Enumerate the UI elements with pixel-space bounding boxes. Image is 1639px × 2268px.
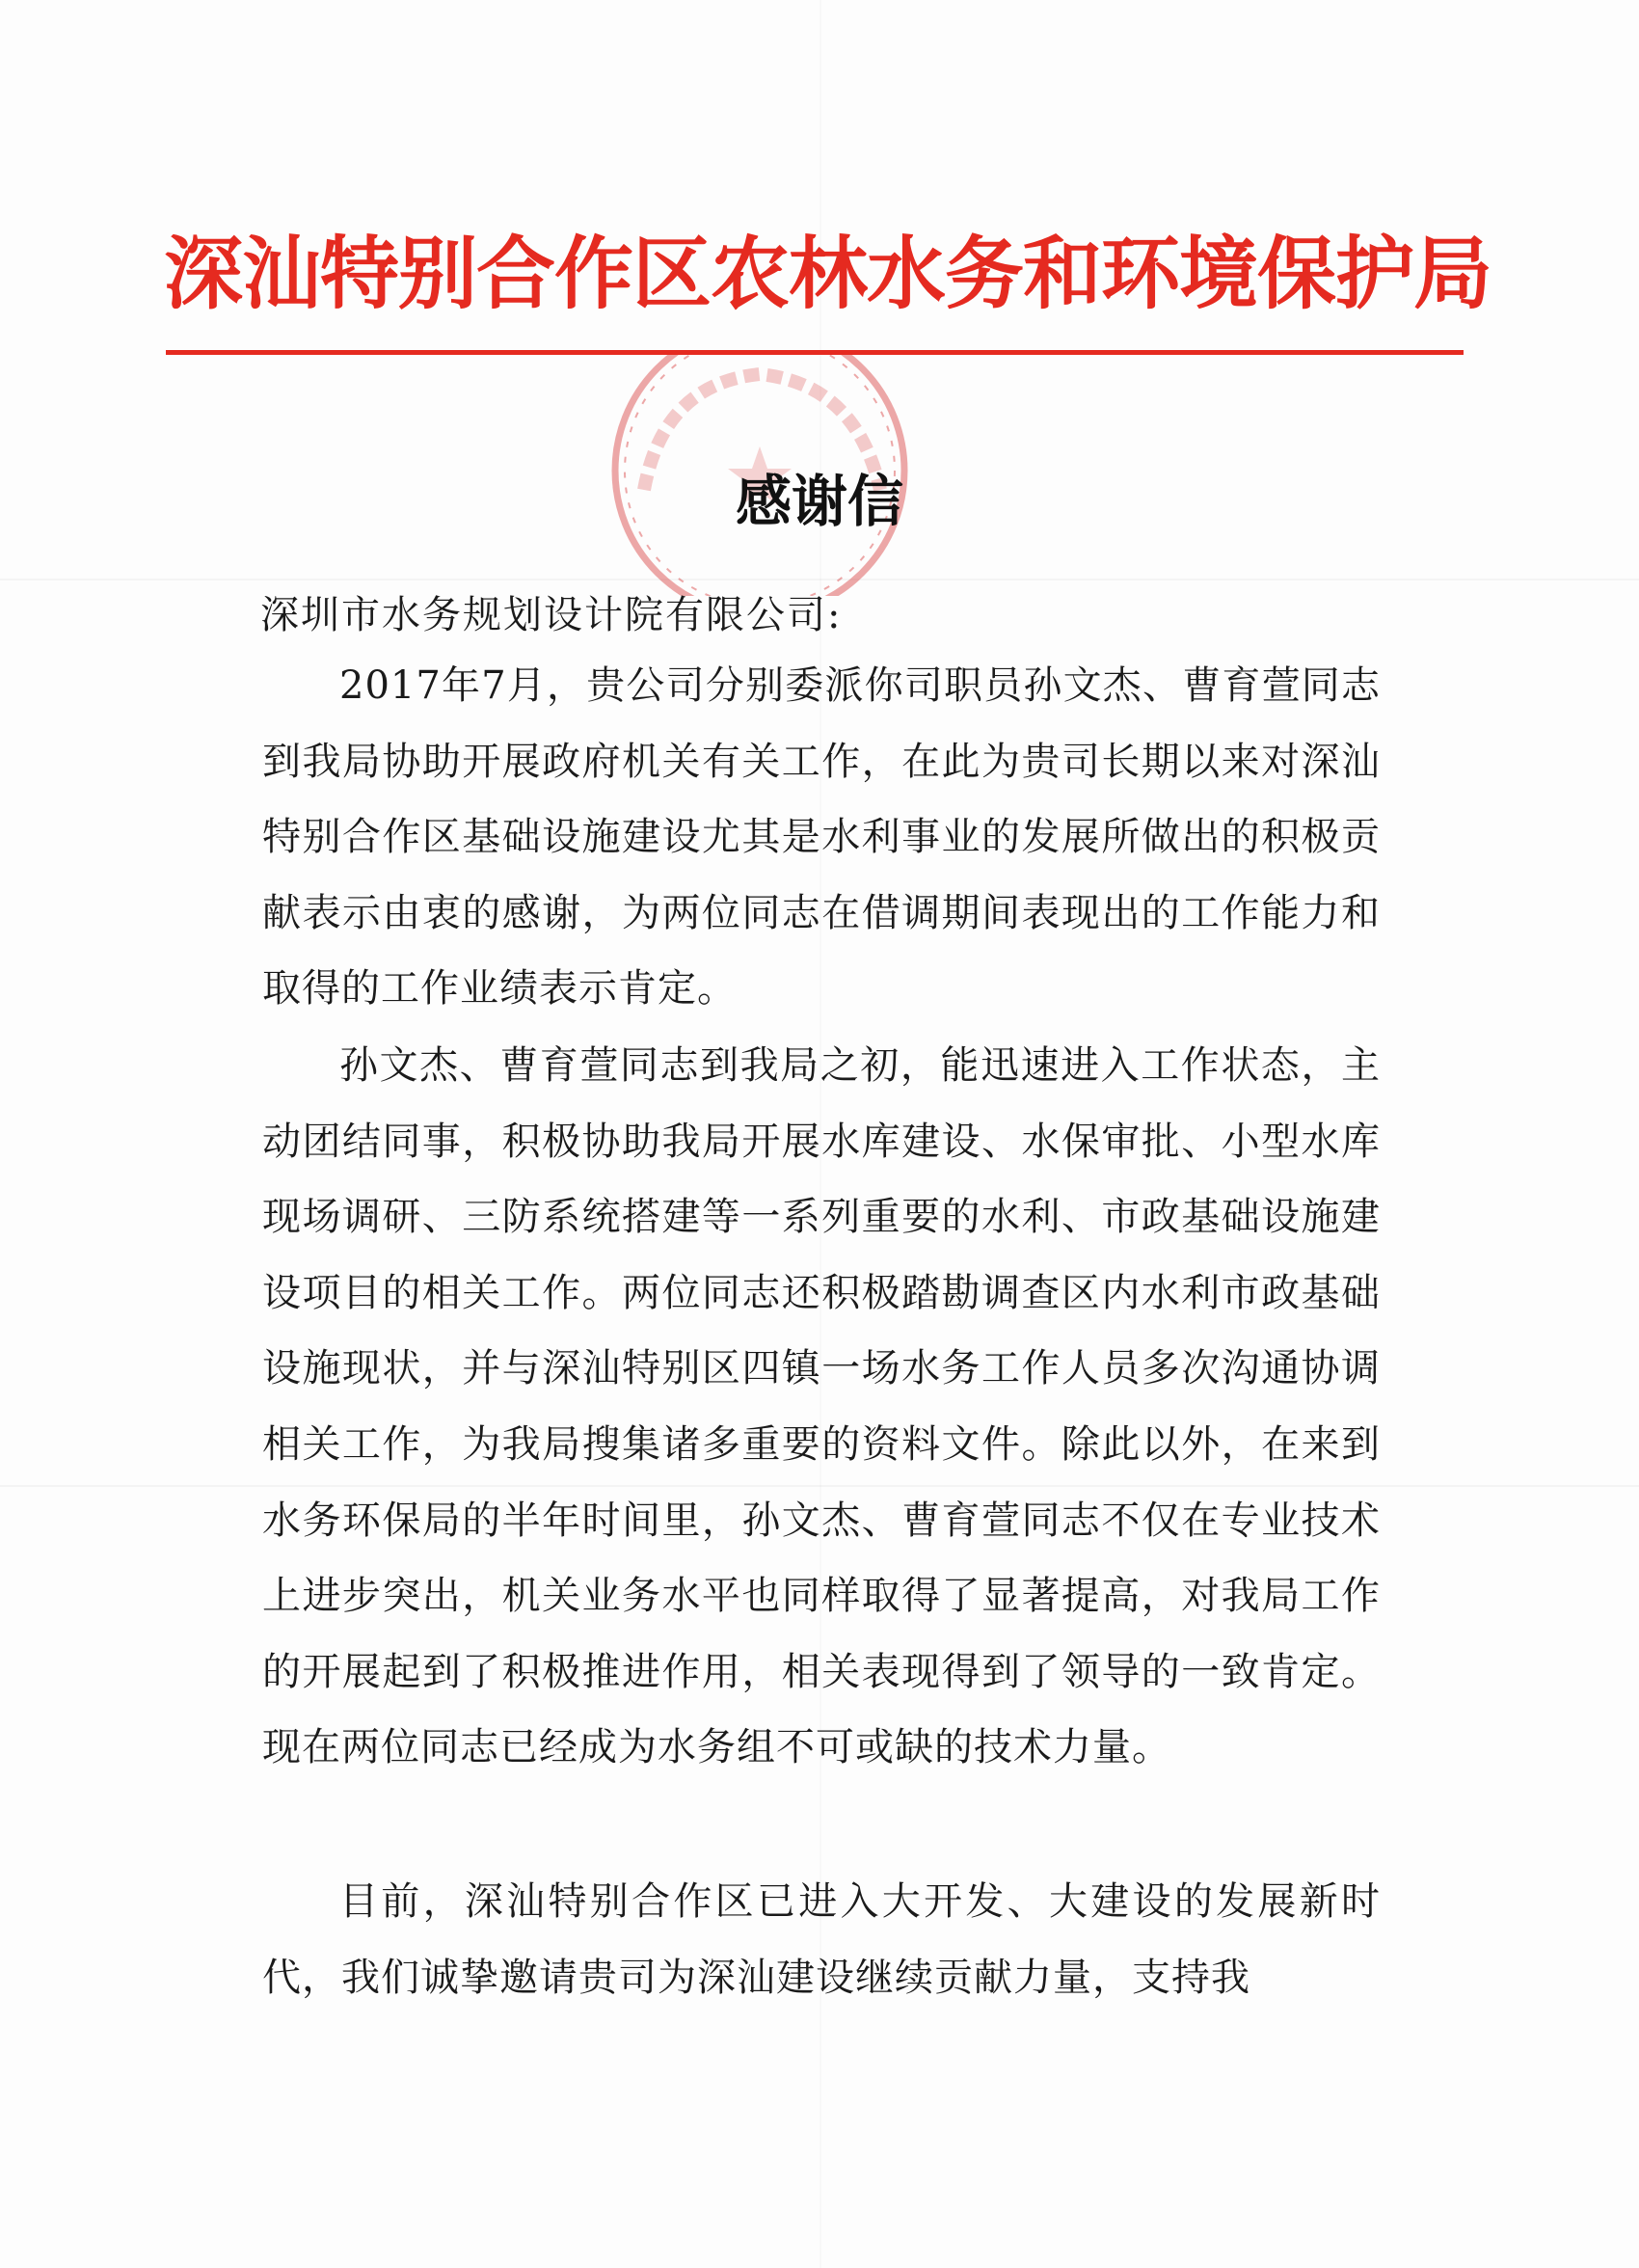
letter-paragraph: 孙文杰、曹育萱同志到我局之初，能迅速进入工作状态，主动团结同事，积极协助我局开展水库建设、水保审批、小型水库现场调研、三防系统搭建等一系列重要的水利、市政基础设施建设项目的相关工作。两位同志还积极踏勘调查区内水利市政基础设施现状，并与深汕特别区四镇一场水务工作人员多次沟通协调相关工作，为我局搜集诸多重要的资料文件。除此以外，在来到水务环保局的半年时间里，孙文杰、曹育萱同志不仅在专业技术上进步突出，机关业务水平也同样取得了显著提高，对我局工作的开展起到了积极推进作用，相关表现得到了领导的一致肯定。现在两位同志已经成为水务组不可或缺的技术力量。 bbox=[262, 1043, 1381, 1770]
letter-title: 感谢信 bbox=[735, 469, 903, 534]
letter-salutation: 深圳市水务规划设计院有限公司: bbox=[260, 593, 843, 637]
letter-paragraph: 目前，深汕特别合作区已进入大开发、大建设的发展新时代，我们诚挚邀请贵司为深汕建设继续贡献力量，支持我 bbox=[262, 1879, 1381, 2000]
letterhead-org-name: 深汕特别合作区农林水务和环境保护局 bbox=[164, 229, 1492, 320]
letter-paragraph: 2017年7月，贵公司分别委派你司职员孙文杰、曹育萱同志到我局协助开展政府机关有关工作，在此为贵司长期以来对深汕特别合作区基础设施建设尤其是水利事业的发展所做出的积极贡献表示由衷的感谢，为两位同志在借调期间表现出的工作能力和取得的工作业绩表示肯定。 bbox=[262, 663, 1381, 1012]
